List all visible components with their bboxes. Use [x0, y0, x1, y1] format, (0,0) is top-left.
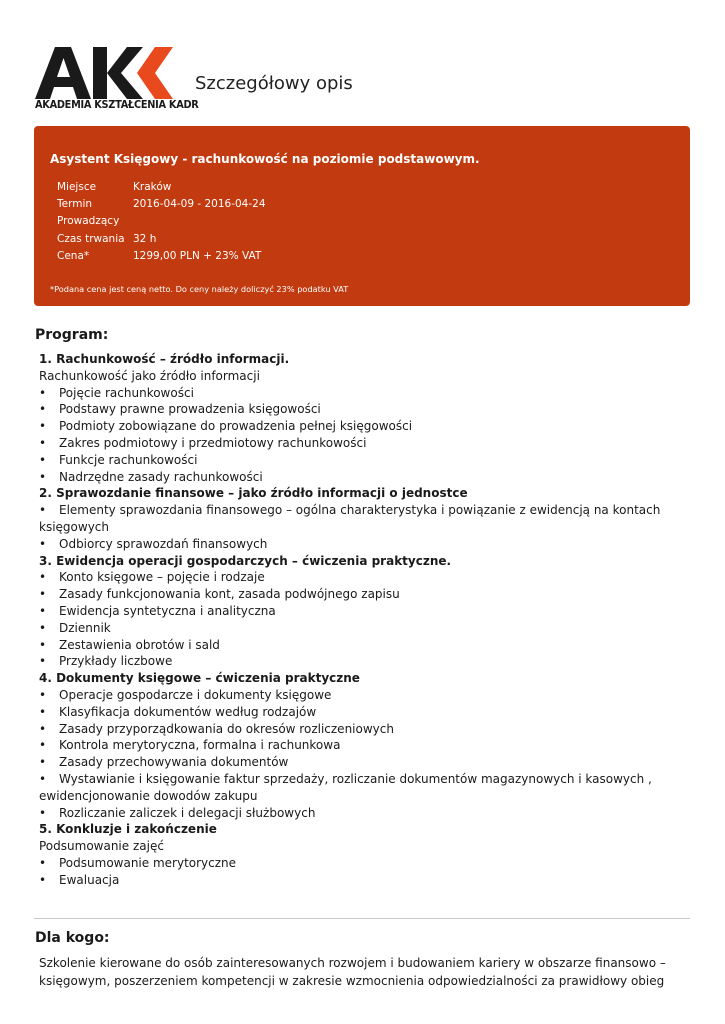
program-heading: Program:: [35, 327, 109, 343]
program-list-item: [39, 737, 679, 754]
program-list-item: [39, 805, 679, 822]
bullet-icon: •: [39, 738, 47, 753]
bullet-icon: •: [39, 503, 47, 518]
list-item-text: Nadrzędne zasady rachunkowości: [59, 469, 263, 484]
list-item-text: Zasady przechowywania dokumentów: [59, 755, 289, 770]
logo-caption: AKADEMIA KSZTAŁCENIA KADR: [35, 99, 199, 111]
divider: [34, 918, 690, 919]
list-item-text: Zestawienia obrotów i sald: [59, 637, 220, 652]
list-item-text: Elementy sprawozdania finansowego – ogólna charakterystyka i powiązanie z ewidencją na kontach księgowych: [39, 503, 661, 534]
detail-value: Kraków: [133, 181, 172, 193]
program-list-item: [39, 754, 679, 771]
logo-mark: [35, 45, 175, 101]
program-list-item: [39, 620, 679, 637]
program-section-heading: 3. Ewidencja operacji gospodarczych – ćwiczenia praktyczne.: [39, 553, 452, 568]
detail-value: 2016-04-09 - 2016-04-24: [133, 198, 266, 211]
bullet-icon: •: [39, 402, 47, 417]
program-list-item: [39, 452, 679, 469]
program-list-item: [39, 721, 679, 738]
list-item-text: Zakres podmiotowy i przedmiotowy rachunkowości: [59, 435, 367, 450]
program-list-item: [39, 687, 679, 704]
detail-label: Czas trwania: [57, 232, 125, 245]
bullet-icon: •: [39, 587, 47, 602]
bullet-icon: •: [39, 570, 47, 585]
program-list-item: [39, 536, 679, 553]
bullet-icon: •: [39, 385, 47, 400]
list-item-text: Odbiorcy sprawozdań finansowych: [59, 536, 268, 551]
detail-value: 32 h: [133, 232, 157, 245]
bullet-icon: •: [39, 771, 47, 786]
bullet-icon: •: [39, 620, 47, 635]
bullet-icon: •: [39, 704, 47, 719]
for-whom-text: Szkolenie kierowane do osób zainteresowanych rozwojem i budowaniem kariery w obszarze finansowo – księgowym, poszerzeniem kompetencji w zakresie wzmocnienia odpowiedzialności za prawidłowy obieg: [39, 956, 666, 988]
bullet-icon: •: [39, 536, 47, 551]
detail-row-date: [57, 196, 266, 213]
bullet-icon: •: [39, 435, 47, 450]
program-section-heading: 2. Sprawozdanie finansowe – jako źródło informacji o jednostce: [39, 486, 468, 501]
bullet-icon: •: [39, 603, 47, 618]
list-item-text: Ewaluacja: [59, 872, 120, 887]
list-item-text: Przykłady liczbowe: [59, 654, 173, 669]
bullet-icon: •: [39, 452, 47, 467]
logo: [35, 45, 199, 113]
program-list-item: [39, 469, 679, 486]
program-list-item: [39, 872, 679, 889]
list-item-text: Konto księgowe – pojęcie i rodzaje: [59, 570, 265, 585]
list-item-text: Operacje gospodarcze i dokumenty księgowe: [59, 687, 332, 702]
detail-label: Miejsce: [57, 181, 97, 193]
bullet-icon: •: [39, 721, 47, 736]
list-item-text: Zasady przyporządkowania do okresów rozliczeniowych: [59, 721, 394, 736]
program-list-item: [39, 435, 679, 452]
program-subheading: Rachunkowość jako źródło informacji: [39, 368, 260, 383]
header: [35, 45, 695, 120]
course-details: [57, 179, 266, 265]
bullet-icon: •: [39, 469, 47, 484]
list-item-text: Funkcje rachunkowości: [59, 452, 198, 467]
bullet-icon: •: [39, 419, 47, 434]
bullet-icon: •: [39, 637, 47, 652]
program-list-item: [39, 569, 679, 586]
detail-value: 1299,00 PLN + 23% VAT: [133, 249, 262, 262]
bullet-icon: •: [39, 855, 47, 870]
program-list-item: [39, 637, 679, 654]
detail-row-duration: [57, 231, 266, 248]
list-item-text: Zasady funkcjonowania kont, zasada podwójnego zapisu: [59, 587, 400, 602]
list-item-text: Dziennik: [59, 620, 111, 635]
program-section-heading: 4. Dokumenty księgowe – ćwiczenia praktyczne: [39, 671, 360, 686]
list-item-text: Pojęcie rachunkowości: [59, 385, 194, 400]
detail-label: Termin: [57, 198, 93, 211]
program-section-heading: 5. Konkluzje i zakończenie: [39, 822, 217, 837]
bullet-icon: •: [39, 872, 47, 887]
detail-row-location: [57, 179, 266, 196]
list-item-text: Wystawianie i księgowanie faktur sprzedaży, rozliczanie dokumentów magazynowych i kasowych , ewidencjonowanie dowodów zakupu: [39, 771, 652, 803]
list-item-text: Kontrola merytoryczna, formalna i rachunkowa: [59, 738, 341, 753]
program-list-item: [39, 418, 679, 435]
course-info-box: [34, 126, 690, 306]
program-list-item: [39, 704, 679, 721]
list-item-text: Podsumowanie merytoryczne: [59, 855, 237, 870]
list-item-text: Podmioty zobowiązane do prowadzenia pełnej księgowości: [59, 419, 413, 434]
page-title: Szczegółowy opis: [195, 73, 353, 94]
program-list-item: [39, 771, 679, 805]
course-title: Asystent Księgowy - rachunkowość na poziomie podstawowym.: [50, 152, 480, 166]
price-note: *Podana cena jest ceną netto. Do ceny należy doliczyć 23% podatku VAT: [50, 284, 349, 294]
list-item-text: Ewidencja syntetyczna i analityczna: [59, 603, 276, 618]
bullet-icon: •: [39, 805, 47, 820]
program-list-item: [39, 502, 679, 536]
list-item-text: Klasyfikacja dokumentów według rodzajów: [59, 704, 317, 719]
list-item-text: Podstawy prawne prowadzenia księgowości: [59, 402, 321, 417]
detail-row-price: [57, 248, 266, 265]
bullet-icon: •: [39, 687, 47, 702]
detail-row-trainer: [57, 213, 266, 230]
program-list: [39, 351, 679, 889]
program-list-item: [39, 653, 679, 670]
bullet-icon: •: [39, 755, 47, 770]
program-list-item: [39, 385, 679, 402]
program-list-item: [39, 586, 679, 603]
detail-label: Cena*: [57, 249, 90, 262]
list-item-text: Rozliczanie zaliczek i delegacji służbowych: [59, 805, 316, 820]
program-list-item: [39, 401, 679, 418]
program-list-item: [39, 855, 679, 872]
program-subheading: Podsumowanie zajęć: [39, 839, 164, 854]
bullet-icon: •: [39, 654, 47, 669]
detail-label: Prowadzący: [57, 215, 120, 228]
program-list-item: [39, 603, 679, 620]
for-whom-heading: Dla kogo:: [35, 930, 110, 946]
program-section-heading: 1. Rachunkowość – źródło informacji.: [39, 352, 290, 366]
